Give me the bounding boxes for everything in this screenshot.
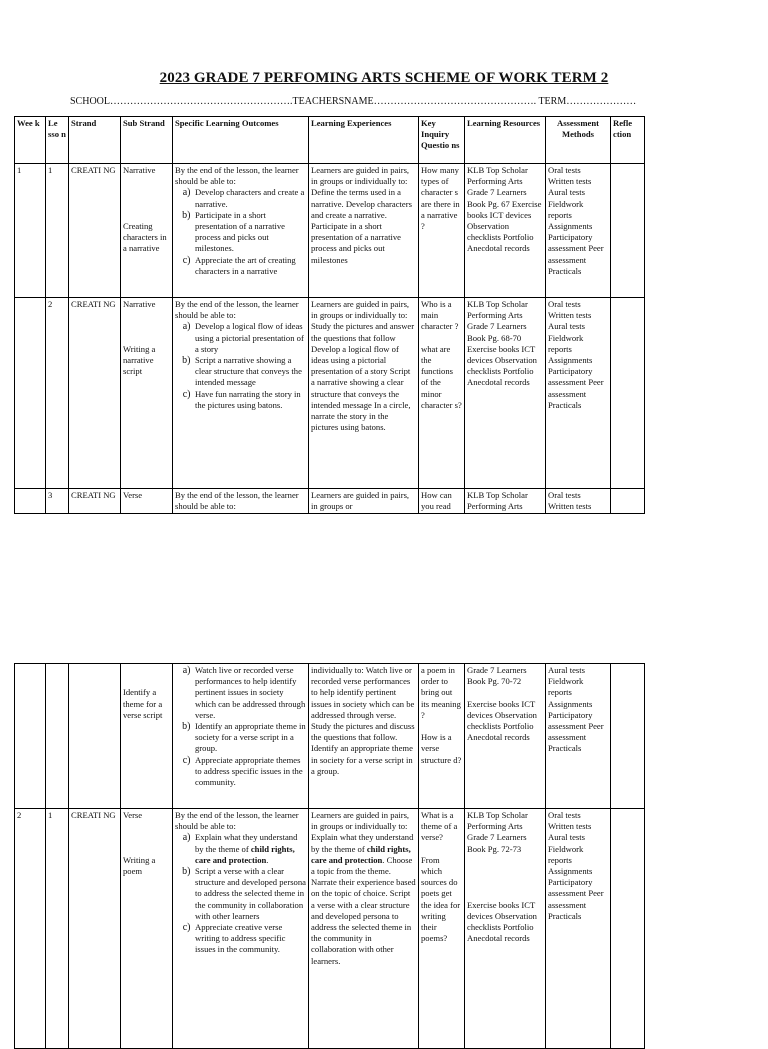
experiences-cell: Learners are guided in pairs, in groups or individually to: Study the pictures and answer the questions that follow Develop a logical flow of ideas using a pictorial presentation of a story Script a narrative showing a clear structure that conveys the intended message In a circle, narrate the story in the pictures using batons. (309, 298, 419, 489)
theme-bold-text: child rights, care and protection (311, 843, 411, 865)
table-row (15, 809, 645, 1049)
header-reflection: Refle ction (611, 117, 645, 164)
sub-strand-cell (121, 298, 173, 489)
sub-strand-topic: Writing a poem (123, 854, 156, 876)
strand-cell: CREATI NG (69, 489, 121, 514)
lesson-cell: 2 (46, 298, 69, 489)
sub-strand-cell (121, 164, 173, 298)
strand-cell (69, 664, 121, 809)
reflection-cell (611, 664, 645, 809)
outcomes-cell (173, 809, 309, 1049)
resource-book: Grade 7 Learners Book Pg. 70-72 (467, 665, 527, 687)
reflection-cell (611, 809, 645, 1049)
scheme-table-page-2 (14, 663, 645, 1049)
outcome-item: c. Appreciate the art of creating characters in a narrative (193, 255, 306, 277)
table-row (15, 164, 645, 298)
header-row (15, 117, 645, 164)
strand-cell: CREATI NG (69, 809, 121, 1049)
assessment-cell: Oral tests Written tests Aural tests Fieldwork reports Assignments Participatory assessment Peer assessment Practicals (546, 164, 611, 298)
theme-bold-text: child rights, care and protection (195, 843, 295, 865)
scheme-table-page-1 (14, 116, 645, 514)
header-assessment-methods: Assessment Methods (546, 117, 611, 164)
assessment-cell: Oral tests Written tests Aural tests Fieldwork reports Assignments Participatory assessment Peer assessment Practicals (546, 298, 611, 489)
experiences-cell: individually to: Watch live or recorded verse performances to help identify pertinent issues in society which can be addressed through verse. Study the pictures and discuss the questions that follow. Identify an appropriate theme in society for a verse script in a group. (309, 664, 419, 809)
outcomes-intro: By the end of the lesson, the learner should be able to: (175, 165, 299, 187)
outcomes-list (175, 187, 306, 277)
outcomes-list (175, 832, 306, 955)
document-title: 2023 GRADE 7 PERFOMING ARTS SCHEME OF WORK TERM 2 (159, 70, 609, 86)
lesson-cell: 3 (46, 489, 69, 514)
table-row (15, 489, 645, 514)
outcome-item: b. Participate in a short presentation of a narrative process and picks out milestones. (193, 210, 306, 255)
lesson-cell: 1 (46, 164, 69, 298)
outcomes-intro: By the end of the lesson, the learner should be able to: (175, 810, 299, 832)
resource-book: KLB Top Scholar Performing Arts Grade 7 Learners Book Pg. 72-73 (467, 810, 528, 854)
outcomes-cell (173, 164, 309, 298)
outcome-item: a. Explain what they understand by the theme of child rights, care and protection. (193, 832, 306, 866)
inquiry-question: What is a theme of a verse? (421, 810, 458, 843)
outcome-item: a. Watch live or recorded verse performances to help identify pertinent issues in society which can be addressed through verse. (193, 665, 306, 721)
header-learning-resources: Learning Resources (465, 117, 546, 164)
header-lesson: Le sso n (46, 117, 69, 164)
outcome-item: b. Script a narrative showing a clear structure that conveys the intended message (193, 355, 306, 389)
assessment-cell: Aural tests Fieldwork reports Assignments Participatory assessment Peer assessment Practicals (546, 664, 611, 809)
week-cell (15, 664, 46, 809)
experiences-cell: Learners are guided in pairs, in groups or individually to: Explain what they understand by the theme of child rights, care and protection. Choose a topic from the theme. Narrate their experience based on the topic of choice. Script a verse with a clear structure and developed persona to address the selected theme in the community in collaboration with other learners. (309, 809, 419, 1049)
sub-strand-cell (121, 809, 173, 1049)
sub-strand-topic: Identify a theme for a verse script (123, 687, 163, 720)
experiences-cell: Learners are guided in pairs, in groups or individually to: Define the terms used in a narrative. Develop characters and create a narrative. Participate in a short presentation of a narrative process and picks out milestones (309, 164, 419, 298)
sub-strand-title: Verse (123, 810, 143, 820)
outcome-item: a. Develop a logical flow of ideas using a pictorial presentation of a story (193, 321, 306, 355)
reflection-cell (611, 489, 645, 514)
inquiry-question: Who is a main character ? (421, 299, 459, 332)
lesson-cell (46, 664, 69, 809)
sub-strand-cell (121, 664, 173, 809)
outcomes-list (175, 321, 306, 411)
outcome-item: c. Have fun narrating the story in the pictures using batons. (193, 389, 306, 411)
inquiry-question: How is a verse structure d? (421, 732, 462, 765)
strand-cell: CREATI NG (69, 298, 121, 489)
table-row (15, 664, 645, 809)
header-week: Wee k (15, 117, 46, 164)
sub-strand-title: Narrative (123, 165, 156, 175)
outcomes-cell: By the end of the lesson, the learner should be able to: (173, 489, 309, 514)
table-row (15, 298, 645, 489)
resources-cell: KLB Top Scholar Performing Arts Grade 7 Learners Book Pg. 67 Exercise books ICT devices Observation checklists Portfolio Anecdotal records (465, 164, 546, 298)
week-cell: 1 (15, 164, 46, 298)
sub-strand-topic: Creating characters in a narrative (123, 220, 167, 254)
header-specific-learning-outcomes: Specific Learning Outcomes (173, 117, 309, 164)
week-cell (15, 489, 46, 514)
outcomes-cell (173, 664, 309, 809)
reflection-cell (611, 298, 645, 489)
inquiry-questions-cell (419, 664, 465, 809)
resources-cell (465, 809, 546, 1049)
header-sub-strand: Sub Strand (121, 117, 173, 164)
outcome-item: b. Identify an appropriate theme in society for a verse script in a group. (193, 721, 306, 755)
assessment-cell: Oral tests Written tests (546, 489, 611, 514)
header-learning-experiences: Learning Experiences (309, 117, 419, 164)
inquiry-question: From which sources do poets get the idea for writing their poems? (421, 854, 461, 944)
assessment-cell: Oral tests Written tests Aural tests Fieldwork reports Assignments Participatory assessment Peer assessment Practicals (546, 809, 611, 1049)
sub-strand-cell: Verse (121, 489, 173, 514)
inquiry-questions-cell (419, 809, 465, 1049)
reflection-cell (611, 164, 645, 298)
outcomes-list (175, 665, 306, 788)
resource-materials: Exercise books ICT devices Observation checklists Portfolio Anecdotal records (467, 899, 537, 944)
resources-cell: KLB Top Scholar Performing Arts (465, 489, 546, 514)
week-cell: 2 (15, 809, 46, 1049)
resource-materials: Exercise books ICT devices Observation checklists Portfolio Anecdotal records (467, 698, 537, 743)
header-strand: Strand (69, 117, 121, 164)
experiences-cell: Learners are guided in pairs, in groups or (309, 489, 419, 514)
outcome-item: c. Appreciate appropriate themes to address specific issues in the community. (193, 755, 306, 789)
inquiry-questions-cell: How can you read (419, 489, 465, 514)
inquiry-questions-cell (419, 298, 465, 489)
inquiry-question: what are the functions of the minor character s? (421, 343, 462, 410)
week-cell (15, 298, 46, 489)
sub-strand-title: Narrative (123, 299, 156, 309)
school-teacher-term-line: SCHOOL……………………………………………….TEACHERSNAME…………………………………………. TERM………………… (70, 96, 637, 107)
sub-strand-topic: Writing a narrative script (123, 343, 156, 377)
outcome-item: b. Script a verse with a clear structure and developed persona to address the selected theme in the community in collaboration with other learners (193, 866, 306, 922)
outcome-item: a. Develop characters and create a narrative. (193, 187, 306, 209)
header-key-inquiry-questions: Key Inquiry Questio ns (419, 117, 465, 164)
lesson-cell: 1 (46, 809, 69, 1049)
strand-cell: CREATI NG (69, 164, 121, 298)
outcomes-cell (173, 298, 309, 489)
outcome-item: c. Appreciate creative verse writing to address specific issues in the community. (193, 922, 306, 956)
outcomes-intro: By the end of the lesson, the learner should be able to: (175, 299, 299, 321)
resources-cell (465, 664, 546, 809)
resources-cell: KLB Top Scholar Performing Arts Grade 7 Learners Book Pg. 68-70 Exercise books ICT devices Observation checklists Portfolio Anecdotal records (465, 298, 546, 489)
inquiry-question: a poem in order to bring out its meaning ? (421, 665, 461, 720)
inquiry-questions-cell: How many types of character s are there in a narrative ? (419, 164, 465, 298)
